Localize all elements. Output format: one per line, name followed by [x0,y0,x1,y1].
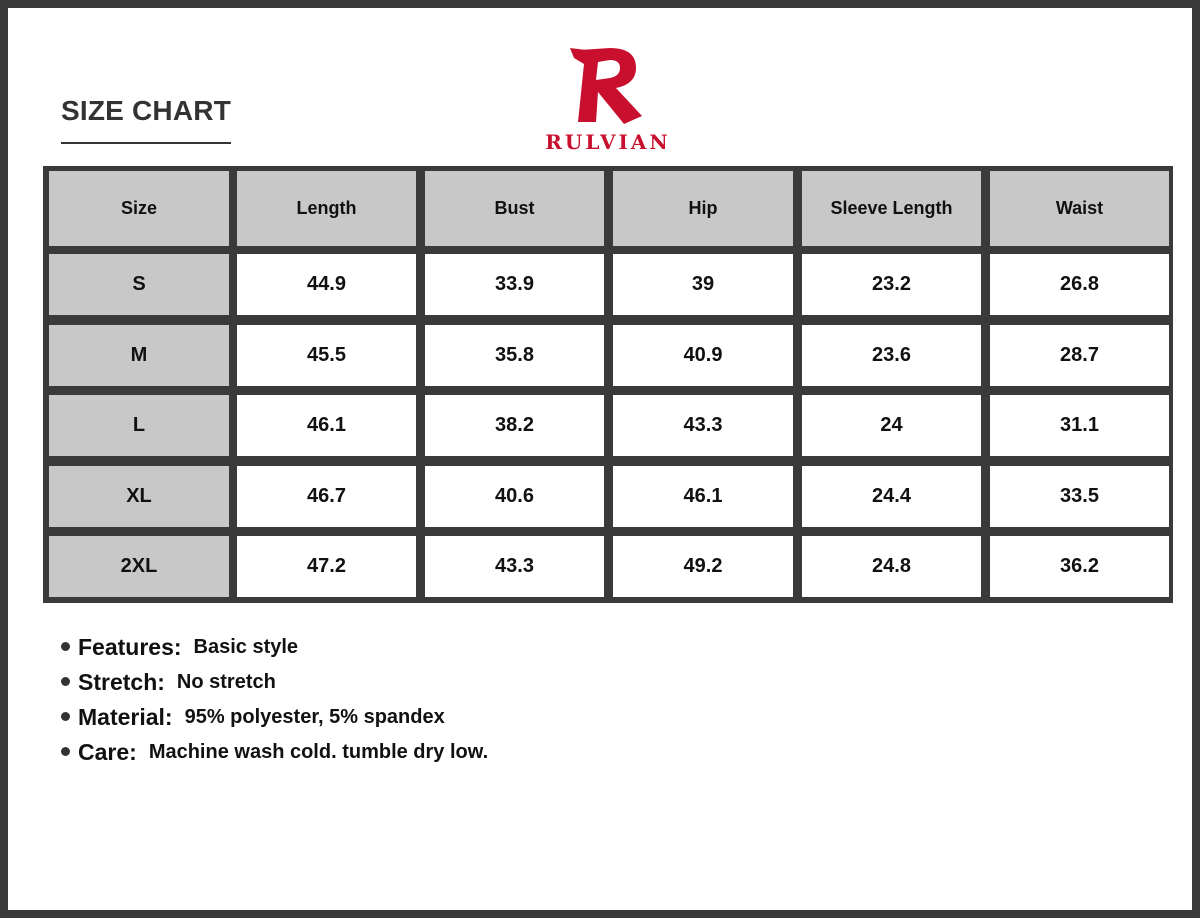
measurement-cell: 43.3 [425,536,604,597]
measurement-cell: 43.3 [613,395,793,456]
measurement-cell: 24.4 [802,466,981,527]
feature-value: 95% polyester, 5% spandex [184,706,445,728]
measurement-cell: 31.1 [990,395,1169,456]
measurement-cell: 23.6 [802,325,981,386]
feature-label: Features: [78,634,182,660]
title-underline [61,142,231,144]
feature-item [58,630,488,665]
measurement-cell: 45.5 [237,325,416,386]
measurement-cell: 24.8 [802,536,981,597]
feature-label: Stretch: [78,669,165,695]
bullet-icon [61,642,70,651]
measurement-cell: 38.2 [425,395,604,456]
features-list [58,630,488,770]
size-table [43,166,1173,603]
bullet-icon [61,712,70,721]
column-header: Bust [425,171,604,246]
column-header: Sleeve Length [802,171,981,246]
size-label-cell: XL [49,466,229,527]
column-header: Waist [990,171,1169,246]
measurement-cell: 33.5 [990,466,1169,527]
measurement-cell: 23.2 [802,254,981,315]
measurement-cell: 40.6 [425,466,604,527]
feature-label: Material: [78,704,173,730]
column-header: Length [237,171,416,246]
measurement-cell: 46.1 [237,395,416,456]
measurement-cell: 33.9 [425,254,604,315]
measurement-cell: 47.2 [237,536,416,597]
measurement-cell: 26.8 [990,254,1169,315]
measurement-cell: 46.1 [613,466,793,527]
size-label-cell: M [49,325,229,386]
page-title: SIZE CHART [61,95,231,126]
measurement-cell: 49.2 [613,536,793,597]
column-header: Hip [613,171,793,246]
measurement-cell: 36.2 [990,536,1169,597]
bullet-icon [61,677,70,686]
brand-wordmark: RULVIAN [545,130,671,154]
measurement-cell: 35.8 [425,325,604,386]
feature-label: Care: [78,739,137,765]
feature-value: Machine wash cold. tumble dry low. [148,741,489,763]
measurement-cell: 39 [613,254,793,315]
measurement-cell: 40.9 [613,325,793,386]
feature-item [58,665,488,700]
measurement-cell: 24 [802,395,981,456]
feature-value: Basic style [193,636,299,658]
brand-logo [528,44,688,156]
column-header: Size [49,171,229,246]
size-label-cell: 2XL [49,536,229,597]
measurement-cell: 46.7 [237,466,416,527]
size-label-cell: S [49,254,229,315]
brand-r-icon [570,44,646,126]
feature-value: No stretch [176,671,276,693]
measurement-cell: 28.7 [990,325,1169,386]
measurement-cell: 44.9 [237,254,416,315]
bullet-icon [61,747,70,756]
size-label-cell: L [49,395,229,456]
feature-item [58,700,488,735]
feature-item [58,735,488,770]
